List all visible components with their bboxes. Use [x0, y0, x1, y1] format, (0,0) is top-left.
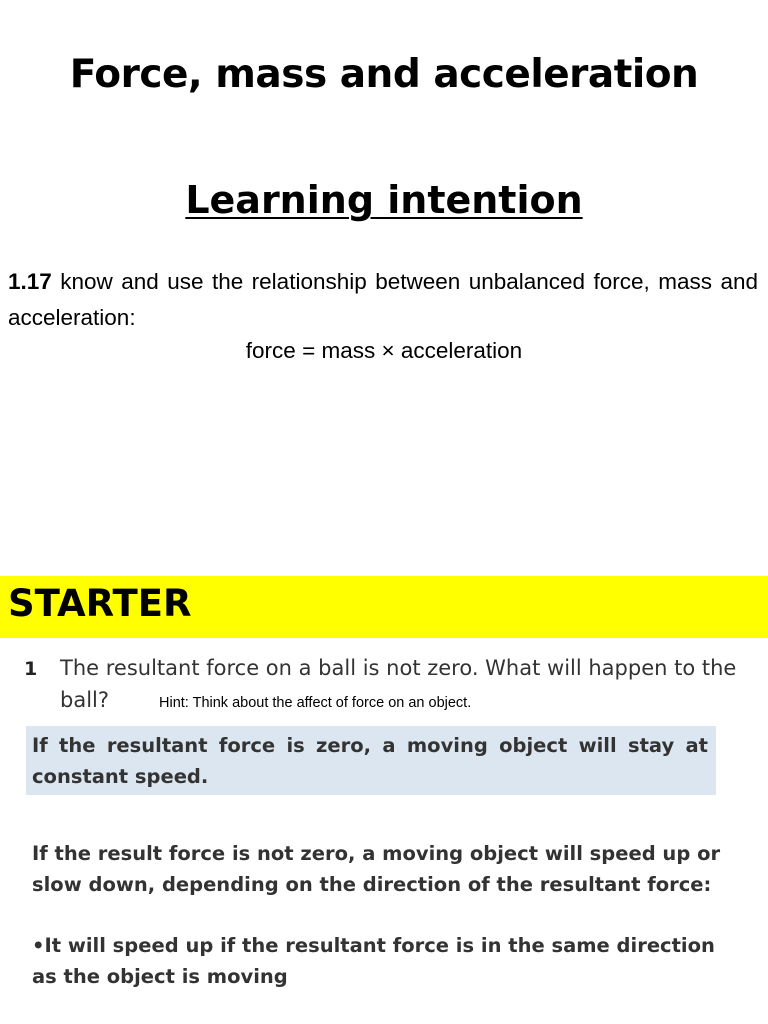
learning-objective: [8, 264, 758, 336]
learning-intention-heading: Learning intention: [185, 178, 583, 222]
starter-banner: [0, 576, 768, 638]
objective-text: know and use the relationship between unbalanced force, mass and acceleration:: [8, 269, 758, 330]
question-body: [60, 652, 750, 719]
starter-label: STARTER: [8, 582, 192, 625]
starter-question: [0, 652, 768, 714]
objective-code: 1.17: [8, 269, 52, 294]
page-title: Force, mass and acceleration: [69, 52, 699, 97]
question-text: The resultant force on a ball is not zero. What will happen to the ball?: [60, 656, 737, 712]
answer-highlight-box: [26, 726, 716, 795]
answer-box-text: If the resultant force is zero, a moving object will stay at constant speed.: [32, 734, 708, 788]
formula: force = mass × acceleration: [245, 338, 523, 363]
question-number: 1: [24, 658, 38, 680]
question-hint: Hint: Think about the affect of force on an object.: [159, 695, 472, 711]
answer-paragraph-1: If the result force is not zero, a moving object will speed up or slow down, depending on the direction of the resultant force:: [32, 842, 721, 896]
answer-paragraph-2: •It will speed up if the resultant force is in the same direction as the object is moving: [32, 934, 715, 988]
